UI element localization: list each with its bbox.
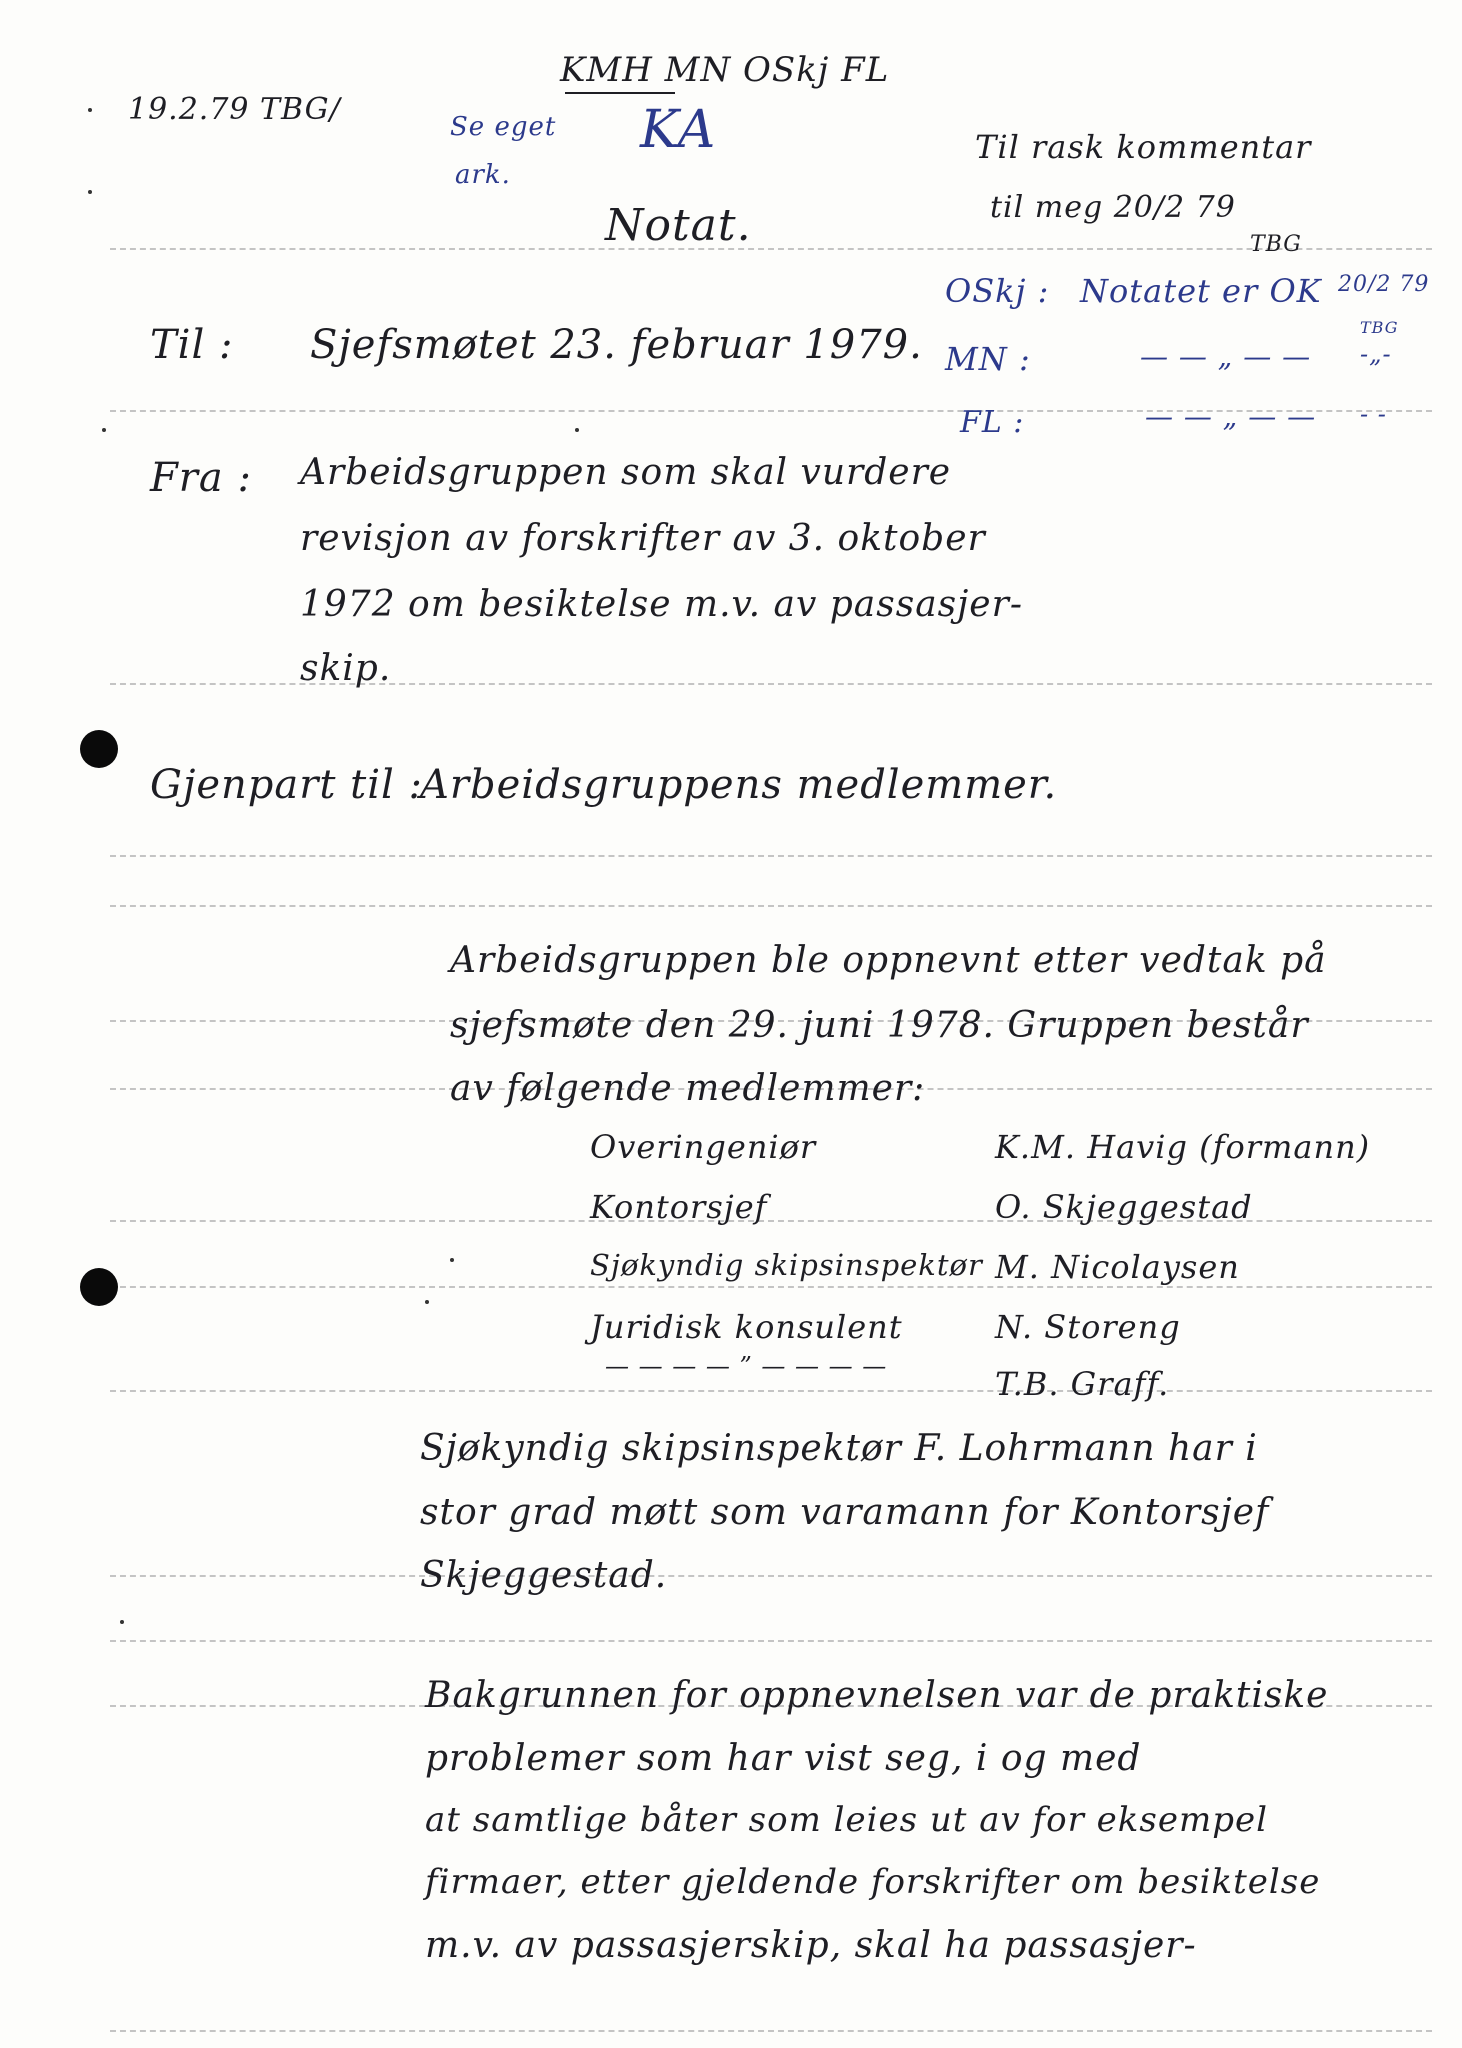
routing-list: KMH MN OSkj FL xyxy=(560,50,890,90)
member-role: Sjøkyndig skipsinspektør xyxy=(590,1248,983,1282)
margin-tick xyxy=(102,428,106,432)
comment-sign: TBG xyxy=(1250,232,1302,257)
paragraph-line: Skjeggestad. xyxy=(420,1555,668,1596)
paragraph-line: m.v. av passasjerskip, skal ha passasjer- xyxy=(425,1925,1197,1966)
from-label: Fra : xyxy=(150,455,252,501)
ruled-line xyxy=(110,1640,1432,1642)
ruled-line xyxy=(110,2030,1432,2032)
blue-note-line1: Se eget xyxy=(450,112,557,142)
margin-tick xyxy=(450,1258,454,1262)
approval-initials: OSkj : xyxy=(945,272,1050,310)
paragraph-line: Sjøkyndig skipsinspektør F. Lohrmann har i xyxy=(420,1428,1258,1469)
to-value: Sjefsmøtet 23. februar 1979. xyxy=(310,322,923,368)
margin-tick xyxy=(120,1620,124,1624)
approval-initials: FL : xyxy=(960,405,1025,440)
paragraph-line: av følgende medlemmer: xyxy=(450,1068,926,1109)
paragraph-line: sjefsmøte den 29. juni 1978. Gruppen består xyxy=(450,1005,1309,1046)
margin-tick xyxy=(88,108,92,112)
punch-hole xyxy=(80,730,118,768)
date-initials: 19.2.79 TBG/ xyxy=(128,92,341,127)
ruled-line xyxy=(110,248,1432,250)
from-line: Arbeidsgruppen som skal vurdere xyxy=(300,452,952,493)
ruled-line xyxy=(110,1575,1432,1577)
ruled-line xyxy=(110,855,1432,857)
approval-date: - - xyxy=(1360,400,1387,428)
member-name: O. Skjeggestad xyxy=(995,1188,1253,1226)
margin-tick xyxy=(88,190,92,194)
from-line: revisjon av forskrifter av 3. oktober xyxy=(300,518,986,559)
punch-hole xyxy=(80,1268,118,1306)
from-line: skip. xyxy=(300,648,392,689)
document-title: Notat. xyxy=(605,200,752,251)
member-role: — — — — ” — — — — xyxy=(605,1352,888,1380)
approval-date: 20/2 79 xyxy=(1338,272,1430,297)
comment-line2: til meg 20/2 79 xyxy=(990,190,1236,225)
paragraph-line: firmaer, etter gjeldende forskrifter om besiktelse xyxy=(425,1862,1321,1902)
approval-text: — — „ — — xyxy=(1145,400,1317,433)
member-role: Kontorsjef xyxy=(590,1188,768,1226)
comment-line1: Til rask kommentar xyxy=(975,128,1312,166)
paragraph-line: Bakgrunnen for oppnevnelsen var de praktiske xyxy=(425,1675,1329,1716)
margin-tick xyxy=(425,1300,429,1304)
paragraph-line: problemer som har vist seg, i og med xyxy=(425,1738,1142,1779)
member-name: N. Storeng xyxy=(995,1308,1181,1346)
member-name: K.M. Havig (formann) xyxy=(995,1128,1371,1166)
ruled-line xyxy=(110,1390,1432,1392)
paragraph-line: Arbeidsgruppen ble oppnevnt etter vedtak på xyxy=(450,940,1327,981)
approval-date: -„- xyxy=(1360,340,1392,368)
routing-underline xyxy=(565,92,675,94)
copy-value: Arbeidsgruppens medlemmer. xyxy=(420,762,1058,808)
approval-sign: TBG xyxy=(1360,318,1399,337)
margin-tick xyxy=(575,428,579,432)
copy-label: Gjenpart til : xyxy=(150,762,424,808)
approval-text: — — „ — — xyxy=(1140,340,1312,373)
ruled-line xyxy=(110,905,1432,907)
approval-initials: MN : xyxy=(945,340,1031,378)
ruled-line xyxy=(110,1286,1432,1288)
blue-note-line2: ark. xyxy=(455,160,511,190)
member-role: Juridisk konsulent xyxy=(590,1308,903,1346)
member-name: M. Nicolaysen xyxy=(995,1248,1240,1286)
member-name: T.B. Graff. xyxy=(995,1365,1170,1403)
routing-signature: KA xyxy=(640,100,717,160)
paragraph-line: at samtlige båter som leies ut av for eksempel xyxy=(425,1800,1268,1840)
member-role: Overingeniør xyxy=(590,1128,817,1166)
paragraph-line: stor grad møtt som varamann for Kontorsjef xyxy=(420,1492,1270,1533)
to-label: Til : xyxy=(150,322,234,368)
from-line: 1972 om besiktelse m.v. av passasjer- xyxy=(300,584,1023,625)
approval-text: Notatet er OK xyxy=(1080,272,1322,310)
